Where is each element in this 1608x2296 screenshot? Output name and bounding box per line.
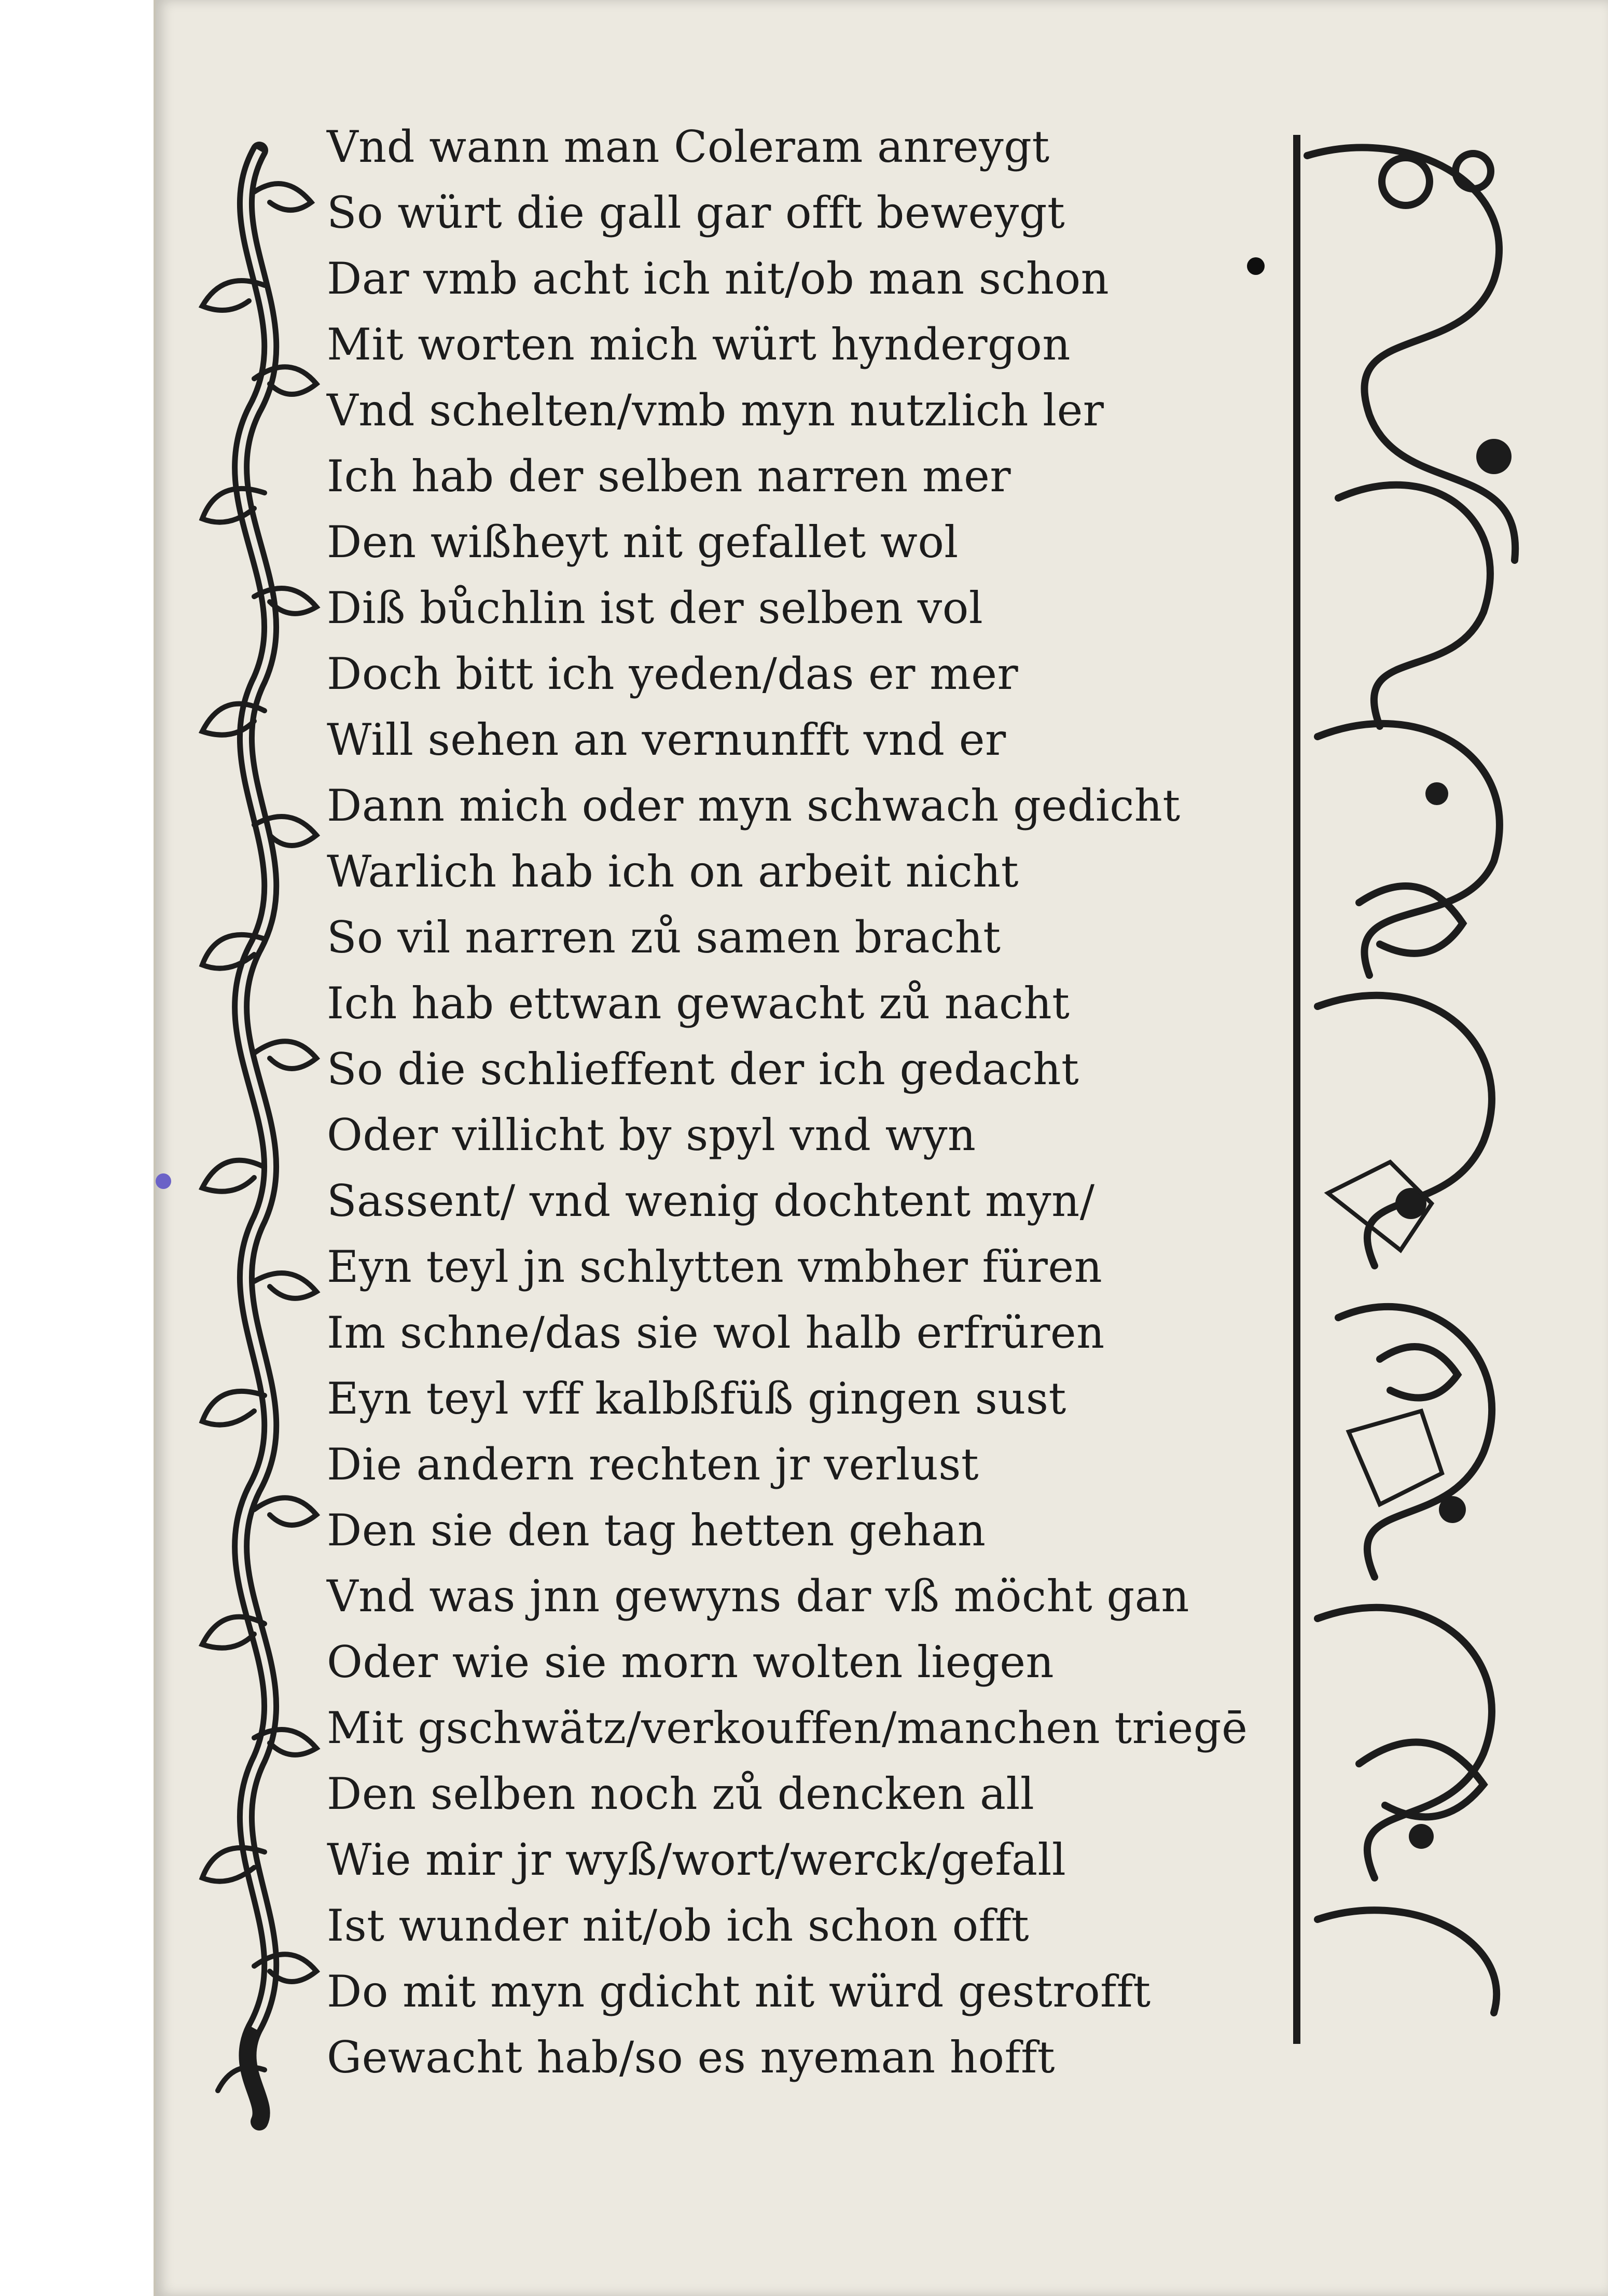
verse-line: Eyn teyl vff kalbßfüß gingen sust [327,1373,1066,1424]
verse-line: Im schne/das sie wol halb erfrüren [327,1307,1105,1358]
verse-line: Vnd wann man Coleram anreygt [327,121,1050,172]
left-woodcut-border [192,130,327,2132]
right-woodcut-border [1276,125,1546,2054]
verse-line: Den wißheyt nit gefallet wol [327,517,959,568]
verse-line: Doch bitt ich yeden/das er mer [327,648,1019,699]
margin-ink-dot [1247,257,1265,275]
verse-line: Ich hab ettwan gewacht zů nacht [327,978,1070,1029]
verse-line: Do mit myn gdicht nit würd gestrofft [327,1966,1151,2017]
verse-line: Sassent/ vnd wenig dochtent myn/ [327,1175,1095,1226]
verse-line: Ich hab der selben narren mer [327,451,1011,502]
verse-line: Oder villicht by spyl vnd wyn [327,1110,976,1160]
verse-line: Eyn teyl jn schlytten vmbher füren [327,1241,1103,1292]
verse-line: Den sie den tag hetten gehan [327,1505,986,1556]
verse-line: Die andern rechten jr verlust [327,1439,979,1490]
verse-line: Diß bůchlin ist der selben vol [327,583,983,633]
verse-line: Dann mich oder myn schwach gedicht [327,780,1181,831]
verse-line: Vnd was jnn gewyns dar vß möcht gan [327,1571,1189,1622]
verse-line: Will sehen an vernunfft vnd er [327,714,1006,765]
verse-line: So vil narren zů samen bracht [327,912,1001,963]
verse-line: Dar vmb acht ich nit/ob man schon [327,253,1110,304]
verse-line: So würt die gall gar offt beweygt [327,187,1065,238]
margin-violet-dot [156,1173,171,1189]
verse-line: Den selben noch zů dencken all [327,1768,1035,1819]
verse-line: Mit worten mich würt hyndergon [327,319,1071,370]
verse-line: Mit gschwätz/verkouffen/manchen triegē [327,1703,1248,1753]
verse-line: Ist wunder nit/ob ich schon offt [327,1900,1030,1951]
verse-line: Oder wie sie morn wolten liegen [327,1637,1055,1688]
verse-text-block [327,114,1276,2137]
verse-line: So die schlieffent der ich gedacht [327,1044,1079,1095]
verse-line: Gewacht hab/so es nyeman hofft [327,2032,1055,2083]
verse-line: Warlich hab ich on arbeit nicht [327,846,1019,897]
verse-line: Wie mir jr wyß/wort/werck/gefall [327,1834,1066,1885]
verse-line: Vnd schelten/vmb myn nutzlich ler [327,385,1104,436]
